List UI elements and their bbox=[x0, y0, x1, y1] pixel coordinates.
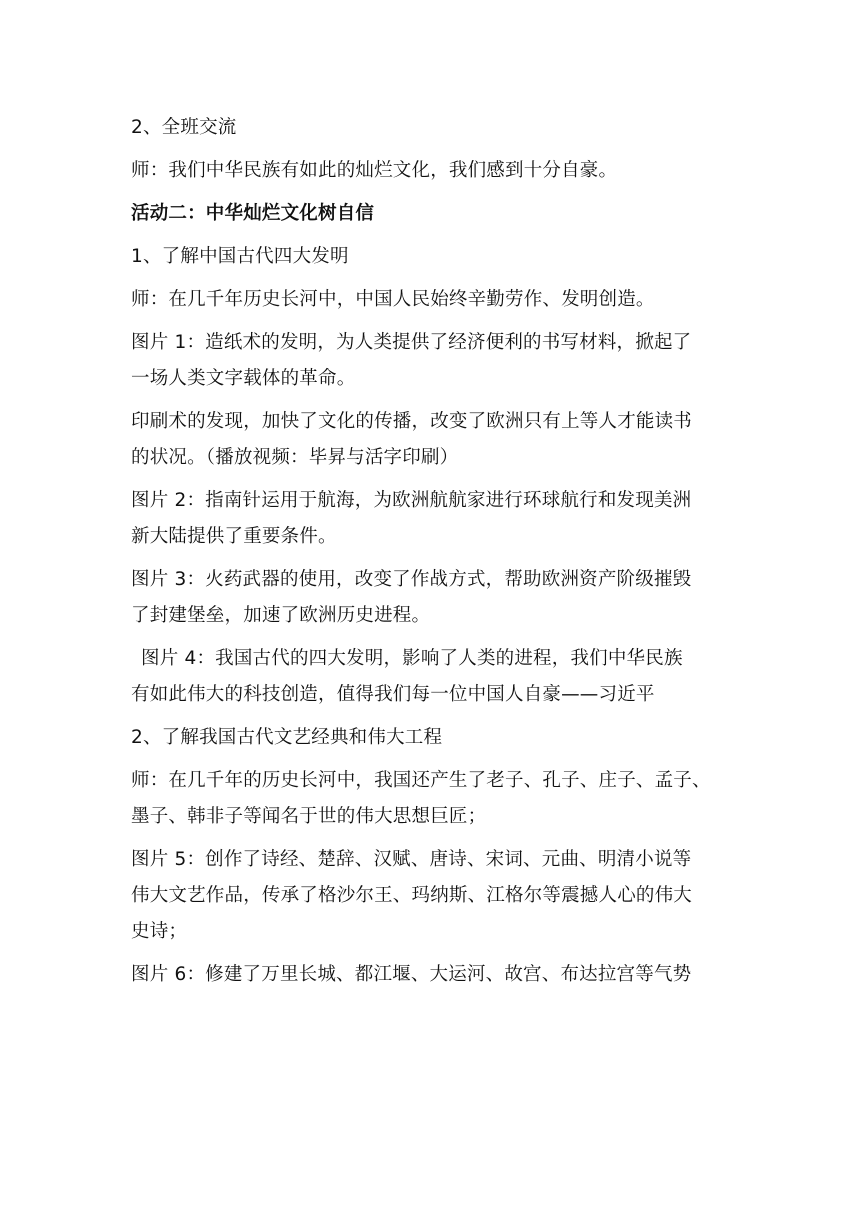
text-line: 2、了解我国古代文艺经典和伟大工程 bbox=[131, 727, 443, 748]
text-line: 1、了解中国古代四大发明 bbox=[131, 246, 349, 267]
text-line: 师：我们中华民族有如此的灿烂文化，我们感到十分自豪。 bbox=[131, 160, 618, 181]
text-line: 新大陆提供了重要条件。 bbox=[131, 526, 337, 547]
paragraph bbox=[131, 153, 731, 189]
text-line: 师：在几千年历史长河中，中国人民始终辛勤劳作、发明创造。 bbox=[131, 289, 655, 310]
text-line: 图片 6：修建了万里长城、都江堰、大运河、故宫、布达拉宫等气势 bbox=[131, 964, 692, 985]
text-line: 活动二：中华灿烂文化树自信 bbox=[131, 203, 375, 224]
text-line: 的状况。（播放视频：毕昇与活字印刷） bbox=[131, 447, 459, 468]
paragraph-spacing bbox=[131, 555, 731, 562]
text-line: 2、全班交流 bbox=[131, 117, 237, 138]
paragraph bbox=[131, 110, 731, 146]
paragraph bbox=[131, 720, 731, 756]
paragraph bbox=[131, 282, 731, 318]
paragraph-spacing bbox=[131, 835, 731, 842]
paragraph bbox=[131, 641, 731, 713]
text-line: 史诗； bbox=[131, 921, 188, 942]
text-line: 一场人类文字载体的革命。 bbox=[131, 368, 356, 389]
paragraph bbox=[131, 325, 731, 397]
text-line: 图片 2：指南针运用于航海，为欧洲航航家进行环球航行和发现美洲 bbox=[131, 490, 692, 511]
paragraph bbox=[131, 562, 731, 634]
text-line: 了封建堡垒，加速了欧洲历史进程。 bbox=[131, 605, 431, 626]
paragraph-spacing bbox=[131, 950, 731, 957]
paragraph-spacing bbox=[131, 397, 731, 404]
paragraph bbox=[131, 404, 731, 476]
paragraph bbox=[131, 763, 731, 835]
text-line: 印刷术的发现，加快了文化的传播，改变了欧洲只有上等人才能读书 bbox=[131, 411, 693, 432]
paragraph bbox=[131, 842, 731, 950]
paragraph-spacing bbox=[131, 189, 731, 196]
paragraph bbox=[131, 957, 731, 993]
paragraph-spacing bbox=[131, 146, 731, 153]
text-line: 图片 5：创作了诗经、楚辞、汉赋、唐诗、宋词、元曲、明清小说等 bbox=[131, 849, 692, 870]
paragraph-spacing bbox=[131, 275, 731, 282]
paragraph-spacing bbox=[131, 756, 731, 763]
text-line: 图片 3：火药武器的使用，改变了作战方式，帮助欧洲资产阶级摧毁 bbox=[131, 569, 692, 590]
paragraph-spacing bbox=[131, 634, 731, 641]
text-line: 有如此伟大的科技创造，值得我们每一位中国人自豪——习近平 bbox=[131, 684, 655, 705]
paragraph bbox=[131, 239, 731, 275]
text-line: 墨子、韩非子等闻名于世的伟大思想巨匠； bbox=[131, 806, 487, 827]
paragraph-spacing bbox=[131, 318, 731, 325]
section-heading bbox=[131, 196, 731, 232]
paragraph-spacing bbox=[131, 476, 731, 483]
paragraph bbox=[131, 483, 731, 555]
paragraph-spacing bbox=[131, 713, 731, 720]
document-body bbox=[131, 110, 731, 993]
paragraph-spacing bbox=[131, 232, 731, 239]
text-line: 师：在几千年的历史长河中，我国还产生了老子、孔子、庄子、孟子、 bbox=[131, 770, 711, 791]
text-line: 图片 4：我国古代的四大发明，影响了人类的进程，我们中华民族 bbox=[141, 648, 683, 669]
text-line: 图片 1：造纸术的发明，为人类提供了经济便利的书写材料，掀起了 bbox=[131, 332, 692, 353]
text-line: 伟大文艺作品，传承了格沙尔王、玛纳斯、江格尔等震撼人心的伟大 bbox=[131, 885, 693, 906]
